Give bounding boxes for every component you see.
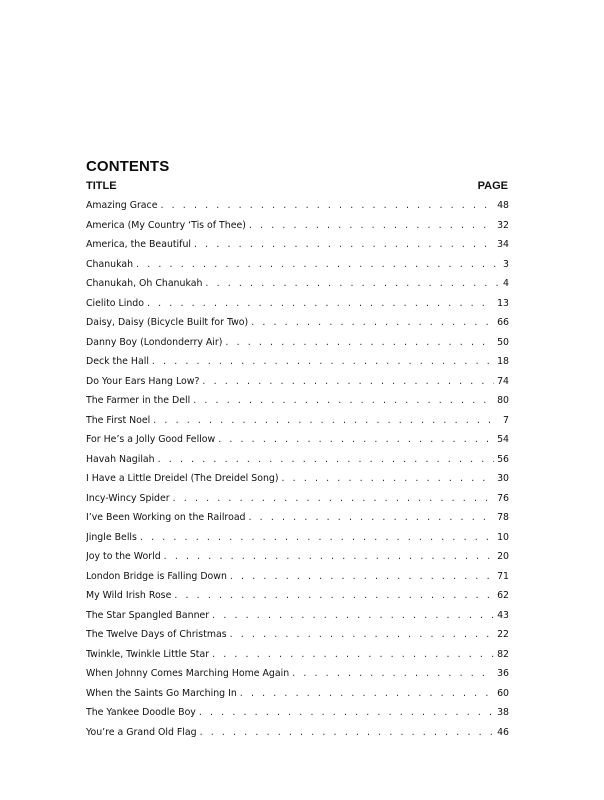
- toc-entry: [86, 294, 509, 314]
- toc-entry: [86, 333, 509, 353]
- toc-entry-page: 62: [497, 590, 509, 601]
- toc-entry-title: For He’s a Jolly Good Fellow: [86, 434, 216, 445]
- toc-entry-title: You’re a Grand Old Flag: [86, 726, 197, 738]
- toc-entry-page: 38: [497, 707, 509, 718]
- toc-entry: [86, 684, 509, 704]
- toc-entry: [86, 703, 509, 723]
- toc-entry-page: 46: [497, 726, 509, 738]
- toc-entry: [86, 664, 509, 684]
- toc-entry-title: America (My Country ‘Tis of Thee): [86, 219, 246, 231]
- page-column-header: PAGE: [477, 180, 508, 192]
- dot-leader: [158, 450, 494, 470]
- toc-entry-title: Twinkle, Twinkle Little Star: [86, 648, 210, 660]
- toc-entry-page: 56: [497, 453, 509, 465]
- toc-entry: [86, 489, 509, 509]
- toc-entry-title: Amazing Grace: [86, 200, 158, 211]
- toc-entry-title: America, the Beautiful: [86, 239, 192, 250]
- toc-entry-title: Joy to the World: [86, 551, 161, 562]
- toc-entry-page: 20: [497, 551, 509, 562]
- toc-entry-page: 3: [503, 258, 509, 270]
- dot-leader: [212, 645, 494, 665]
- toc-entry-title: Havah Nagilah: [86, 453, 155, 465]
- dot-leader: [136, 255, 500, 275]
- toc-entry-page: 66: [497, 317, 509, 328]
- toc-entry-title: Jingle Bells: [86, 531, 137, 543]
- toc-entry-title: Cielito Lindo: [86, 297, 144, 309]
- toc-entry-title: I Have a Little Dreidel (The Dreidel Song): [86, 473, 279, 484]
- toc-entry-title: The Yankee Doodle Boy: [86, 707, 196, 718]
- toc-entry-page: 13: [497, 297, 509, 309]
- toc-entry: [86, 411, 509, 431]
- toc-entry: [86, 274, 509, 294]
- toc-entry-title: Danny Boy (Londonderry Air): [86, 336, 223, 348]
- title-column-header: TITLE: [86, 180, 117, 192]
- toc-entry: [86, 508, 509, 528]
- toc-entry: [86, 313, 509, 333]
- toc-entry: [86, 235, 509, 255]
- toc-entry-page: 4: [503, 278, 509, 289]
- table-of-contents: [86, 196, 509, 742]
- toc-entry: [86, 469, 509, 489]
- toc-entry-title: The Farmer in the Dell: [86, 395, 191, 406]
- dot-leader: [230, 567, 494, 587]
- toc-entry-title: When the Saints Go Marching In: [86, 687, 237, 699]
- toc-entry: [86, 528, 509, 548]
- toc-entry-page: 48: [497, 200, 509, 211]
- dot-leader: [152, 352, 494, 372]
- toc-entry: [86, 586, 509, 606]
- toc-entry: [86, 352, 509, 372]
- toc-entry-page: 60: [497, 687, 509, 699]
- toc-entry-title: Chanukah: [86, 258, 134, 270]
- dot-leader: [147, 294, 494, 314]
- toc-entry: [86, 547, 509, 567]
- toc-entry-title: The First Noel: [86, 414, 151, 426]
- toc-entry-page: 36: [497, 668, 509, 679]
- dot-leader: [225, 333, 494, 353]
- dot-leader: [194, 235, 494, 255]
- toc-entry-page: 43: [497, 609, 509, 621]
- toc-entry-page: 78: [497, 512, 509, 523]
- toc-entry-page: 30: [497, 473, 509, 484]
- toc-entry-title: London Bridge is Falling Down: [86, 570, 227, 582]
- toc-entry-title: The Star Spangled Banner: [86, 609, 210, 621]
- toc-entry: [86, 216, 509, 236]
- toc-entry-page: 50: [497, 336, 509, 348]
- toc-entry: [86, 255, 509, 275]
- dot-leader: [193, 391, 494, 411]
- dot-leader: [218, 430, 494, 450]
- dot-leader: [282, 469, 495, 489]
- toc-entry-title: The Twelve Days of Christmas: [86, 629, 227, 640]
- toc-entry-page: 10: [497, 531, 509, 543]
- toc-entry-title: When Johnny Comes Marching Home Again: [86, 668, 290, 679]
- toc-entry-page: 74: [497, 375, 509, 387]
- toc-entry-page: 54: [497, 434, 509, 445]
- dot-leader: [174, 586, 494, 606]
- toc-entry-title: Daisy, Daisy (Bicycle Built for Two): [86, 317, 249, 328]
- dot-leader: [249, 216, 494, 236]
- dot-leader: [249, 508, 495, 528]
- toc-entry-page: 80: [497, 395, 509, 406]
- toc-entry: [86, 430, 509, 450]
- toc-entry: [86, 625, 509, 645]
- contents-heading: CONTENTS: [86, 158, 170, 175]
- toc-entry-page: 82: [497, 648, 509, 660]
- dot-leader: [164, 547, 494, 567]
- toc-entry: [86, 723, 509, 743]
- dot-leader: [173, 489, 494, 509]
- dot-leader: [153, 411, 500, 431]
- toc-entry-page: 22: [497, 629, 509, 640]
- toc-entry-title: Incy-Wincy Spider: [86, 492, 170, 504]
- toc-entry: [86, 645, 509, 665]
- dot-leader: [292, 664, 494, 684]
- toc-entry-page: 34: [497, 239, 509, 250]
- dot-leader: [199, 703, 494, 723]
- toc-entry: [86, 567, 509, 587]
- toc-entry-title: Chanukah, Oh Chanukah: [86, 278, 203, 289]
- toc-entry-title: My Wild Irish Rose: [86, 590, 172, 601]
- toc-entry-page: 7: [503, 414, 509, 426]
- dot-leader: [212, 606, 494, 626]
- toc-entry-title: I’ve Been Working on the Railroad: [86, 512, 246, 523]
- toc-entry-page: 76: [497, 492, 509, 504]
- toc-entry-title: Deck the Hall: [86, 356, 149, 367]
- dot-leader: [200, 723, 494, 743]
- toc-entry-page: 71: [497, 570, 509, 582]
- dot-leader: [202, 372, 494, 392]
- toc-entry-title: Do Your Ears Hang Low?: [86, 375, 200, 387]
- dot-leader: [205, 274, 500, 294]
- toc-entry: [86, 196, 509, 216]
- dot-leader: [240, 684, 494, 704]
- dot-leader: [140, 528, 494, 548]
- toc-entry: [86, 450, 509, 470]
- toc-entry: [86, 391, 509, 411]
- toc-entry-page: 18: [497, 356, 509, 367]
- dot-leader: [230, 625, 494, 645]
- toc-entry-page: 32: [497, 219, 509, 231]
- dot-leader: [251, 313, 494, 333]
- dot-leader: [160, 196, 494, 216]
- toc-entry: [86, 606, 509, 626]
- toc-entry: [86, 372, 509, 392]
